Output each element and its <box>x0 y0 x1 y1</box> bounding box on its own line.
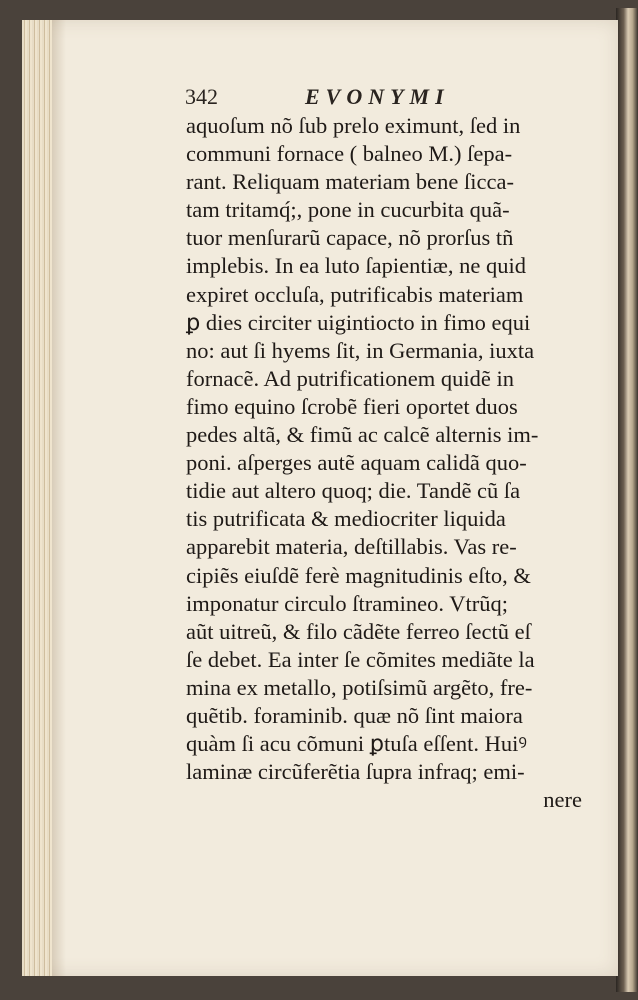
text-line: implebis. In ea luto ſapientiæ, ne quid <box>186 253 526 279</box>
text-line: aquoſum nõ ſub prelo eximunt, ſed in <box>186 113 521 138</box>
text-line: fimo equino ſcrobẽ fieri oportet duos <box>186 393 518 419</box>
text-line: no: aut ſi hyems ſit, in Germania, iuxta <box>186 337 535 363</box>
text-line: tidie aut altero quoq; die. Tandẽ cũ ſa <box>186 478 521 504</box>
text-line: expiret occluſa, putrificabis materiam <box>186 281 524 307</box>
text-line: tam tritamq́;, pone in cucurbita quã- <box>186 197 510 223</box>
running-head: EVONYMI <box>305 84 450 109</box>
catchword: nere <box>543 787 582 813</box>
page-gutter-shadow <box>52 20 66 976</box>
body-text <box>186 112 596 814</box>
text-line: tis putrificata & mediocriter liquida <box>186 506 506 532</box>
text-line: apparebit materia, deſtillabis. Vas re- <box>186 534 517 560</box>
text-line: quàm ſi acu cõmuni ꝑtuſa eſſent. Huiꝰ <box>186 731 527 757</box>
text-line: poni. aſperges autẽ aquam calidã quo- <box>186 450 527 476</box>
text-line: fornacẽ. Ad putrificationem quidẽ in <box>186 365 515 391</box>
text-line: tuor menſurarũ capace, nõ prorſus tñ <box>186 225 514 251</box>
text-line: ſe debet. Ea inter ſe cõmites mediãte la <box>186 646 535 672</box>
page-number: 342 <box>185 84 218 109</box>
text-line: quẽtib. foraminib. quæ nõ ſint maiora <box>186 702 523 728</box>
page-header <box>185 84 495 114</box>
text-line: mina ex metallo, potiſsimũ argẽto, fre- <box>186 674 533 700</box>
text-line: pedes altã, & fimũ ac calcẽ alternis im- <box>186 422 539 448</box>
text-line: laminæ circũferẽtia ſupra infraq; emi- <box>186 759 525 785</box>
text-line: communi fornace ( balneo M.) ſepa- <box>186 141 513 167</box>
text-line: cipiẽs eiuſdẽ ferè magnitudinis eſto, & <box>186 562 531 588</box>
text-line: aũt uitreũ, & filo cãdẽte ferreo ſectũ eſ <box>186 618 531 644</box>
text-line: imponatur circulo ſtramineo. Vtrũq; <box>186 590 509 616</box>
text-line: rant. Reliquam materiam bene ſicca- <box>186 169 514 195</box>
text-line: ꝑ dies circiter uigintiocto in fimo equi <box>186 309 531 335</box>
facing-page-edge <box>616 8 638 992</box>
page-edges <box>22 20 52 976</box>
